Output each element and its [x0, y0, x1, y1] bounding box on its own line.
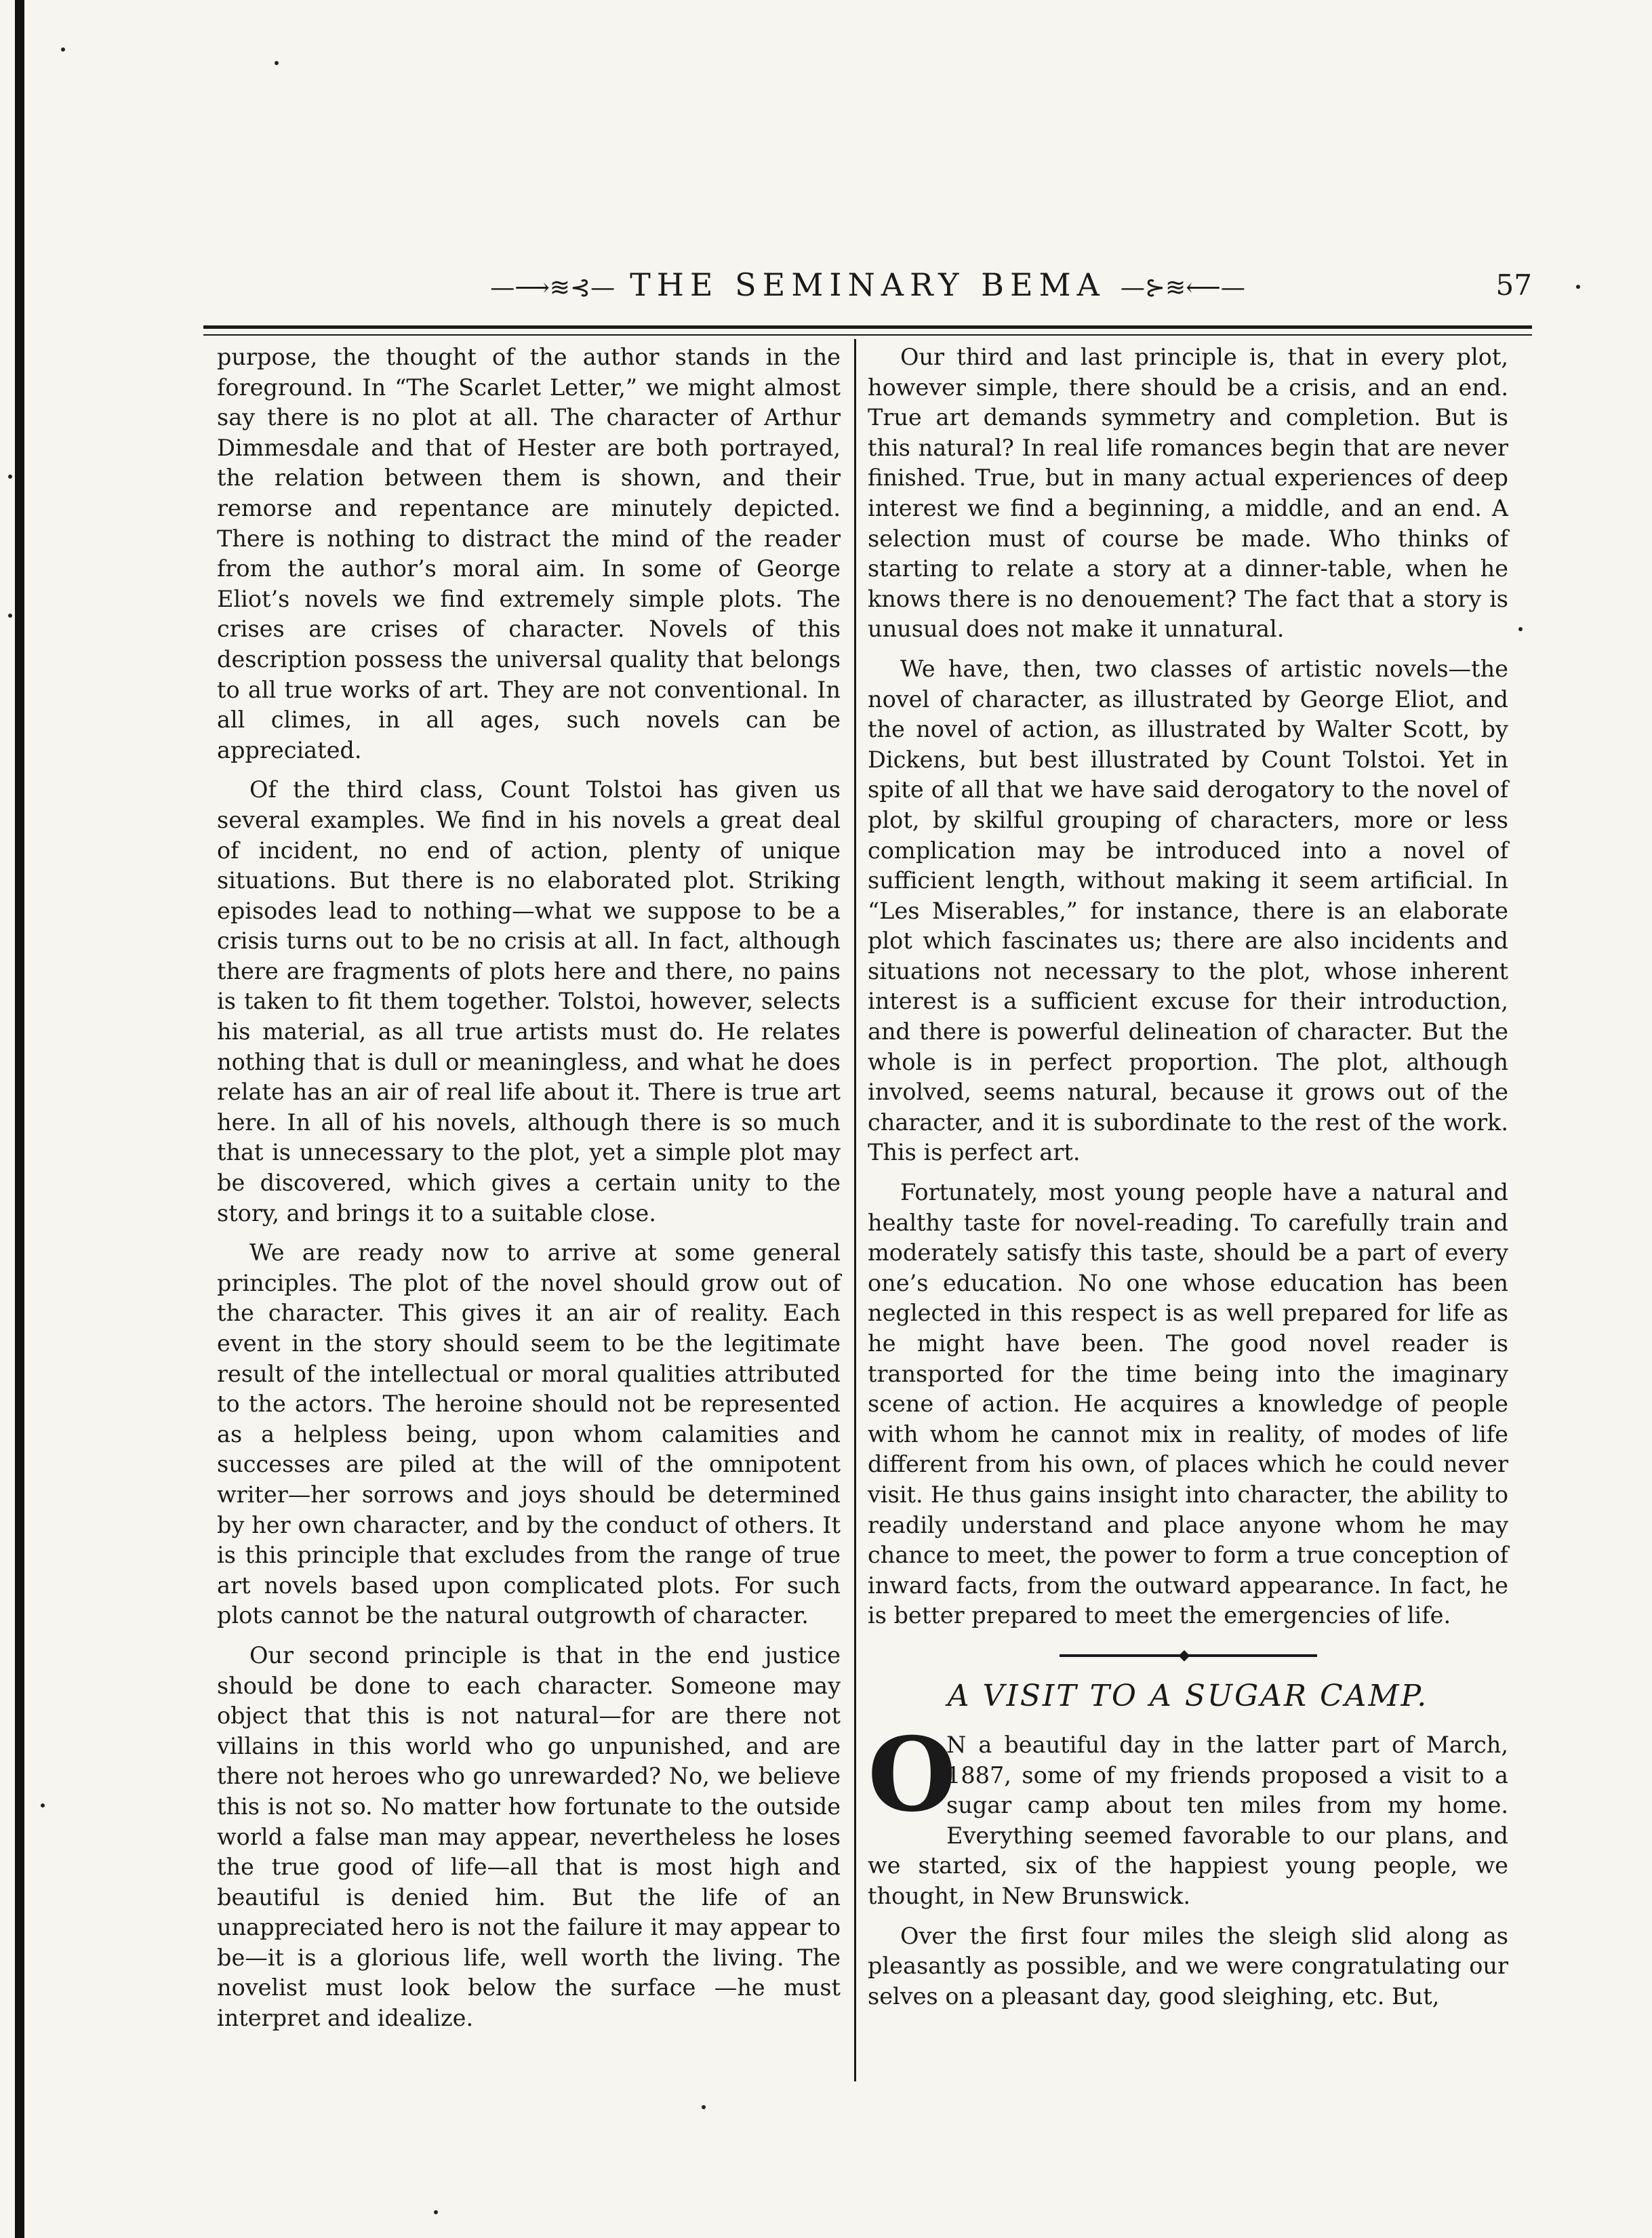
paragraph: Over the first four miles the sleigh slid along as pleasantly as possible, and we were congratulating our selves on a pleasant day, good sleighing, etc. But, — [868, 1922, 1508, 2010]
right-column — [868, 342, 1508, 2021]
page-binding-edge — [15, 0, 24, 2238]
article-first-paragraph — [868, 1715, 1508, 1912]
paragraph: Fortunately, most young people have a natural and healthy taste for novel-reading. To carefully train and moderately satisfy this taste, should be a part of every one’s education. No one whose education has been neglected in this respect is as well prepared for life as he might have been. The good novel reader is transported for the time being into the imaginary scene of action. He acquires a knowledge of people with whom he cannot mix in reality, of modes of life different from his own, of places which he could never visit. He thus gains insight into character, the ability to readily understand and place anyone whom he may chance to meet, the power to form a true conception of inward facts, from the outward appearance. In fact, he is better prepared to meet the emergencies of life. — [868, 1179, 1508, 1629]
column-divider — [854, 339, 856, 2081]
paragraph: Our third and last principle is, that in every plot, however simple, there should be a crisis, and an end. True art demands symmetry and completion. But is this natural? In real life romances begin that are never finished. True, but in many actual experiences of deep interest we find a beginning, a middle, and an end. A selection must of course be made. Who thinks of starting to relate a story at a dinner-table, when he knows there is no denouement? The fact that a story is unusual does not make it unnatural. — [868, 344, 1508, 643]
separator-diamond-icon: ◆ — [1178, 1646, 1190, 1664]
section-separator — [1060, 1646, 1317, 1664]
header-ornament-left: —⟶≋⊰— — [490, 274, 616, 302]
paragraph: We are ready now to arrive at some general principles. The plot of the novel should grow out of the character. This gives it an air of reality. Each event in the story should seem to be the legitimate result of the intellectual or moral qualities attributed to the actors. The heroine should not be represented as a helpless being, upon whom calamities and successes are piled at the will of the omnipotent writer—her sorrows and joys should be determined by her own character, and by the conduct of others. It is this principle that excludes from the range of true art novels based upon complicated plots. For such plots cannot be the natural outgrowth of character. — [217, 1239, 841, 1629]
header-rule-thin — [203, 334, 1532, 336]
paragraph: Of the third class, Count Tolstoi has given us several examples. We find in his novels a great deal of incident, no end of action, plenty of unique situations. But there is no elaborated plot. Striking episodes lead to nothing—what we suppose to be a crisis turns out to be no crisis at all. In fact, although there are fragments of plots here and there, no pains is taken to fit them together. Tolstoi, however, selects his material, as all true artists must do. He relates nothing that is dull or meaningless, and what he does relate has an air of real life about it. There is true art here. In all of his novels, although there is so much that is unnecessary to the plot, yet a simple plot may be discovered, which gives a certain unity to the story, and brings it to a suitable close. — [217, 776, 841, 1226]
journal-title-text: THE SEMINARY BEMA — [630, 266, 1106, 303]
left-column — [217, 342, 841, 2043]
running-header — [203, 264, 1532, 312]
header-ornament-right: —⊱≋⟵— — [1120, 274, 1245, 302]
paragraph: Our second principle is that in the end justice should be done to each character. Someone may object that this is not natural—for are there not villains in this world who go unpunished, and are there not heroes who go unrewarded? No, we believe this is not so. No matter how fortunate to the outside world a false man may appear, nevertheless he loses the true good of life—all that is most high and beautiful is denied him. But the life of an unappreciated hero is not the failure it may appear to be—it is a glorious life, well worth the living. The novelist must look below the surface —he must interpret and idealize. — [217, 1641, 841, 2032]
article-title: A VISIT TO A SUGAR CAMP. — [947, 1678, 1429, 1713]
header-rule-thick — [203, 325, 1532, 329]
page-number: 57 — [1495, 268, 1532, 302]
journal-title — [203, 264, 1532, 308]
article-first-paragraph-text: N a beautiful day in the latter part of March, 1887, some of my friends proposed a visit to a sugar camp about ten miles from my home. Everything seemed favorable to our plans, and we started, six of the happiest young people, we thought, in New Brunswick. — [868, 1731, 1508, 1909]
paragraph: purpose, the thought of the author stands in the foreground. In “The Scarlet Letter,” we might almost say there is no plot at all. The character of Arthur Dimmesdale and that of Hester are both portrayed, the relation between them is shown, and their remorse and repentance are minutely depicted. There is nothing to distract the mind of the reader from the author’s moral aim. In some of George Eliot’s novels we find extremely simple plots. The crises are crises of character. Novels of this description possess the universal quality that belongs to all true works of art. They are not conventional. In all climes, in all ages, such novels can be appreciated. — [217, 344, 841, 763]
dropcap: O — [868, 1715, 956, 1835]
paragraph: We have, then, two classes of artistic novels—the novel of character, as illustrated by George Eliot, and the novel of action, as illustrated by Walter Scott, by Dickens, but best illustrated by Count Tolstoi. Yet in spite of all that we have said derogatory to the novel of plot, by skilful grouping of characters, more or less complication may be introduced into a novel of sufficient length, without making it seem artificial. In “Les Miserables,” for instance, there is an elaborate plot which fascinates us; there are also incidents and situations not necessary to the plot, whose inherent interest is a sufficient excuse for their introduction, and there is powerful delineation of character. But the whole is in perfect proportion. The plot, although involved, seems natural, because it grows out of the character, and it is subordinate to the rest of the work. This is perfect art. — [868, 655, 1508, 1166]
